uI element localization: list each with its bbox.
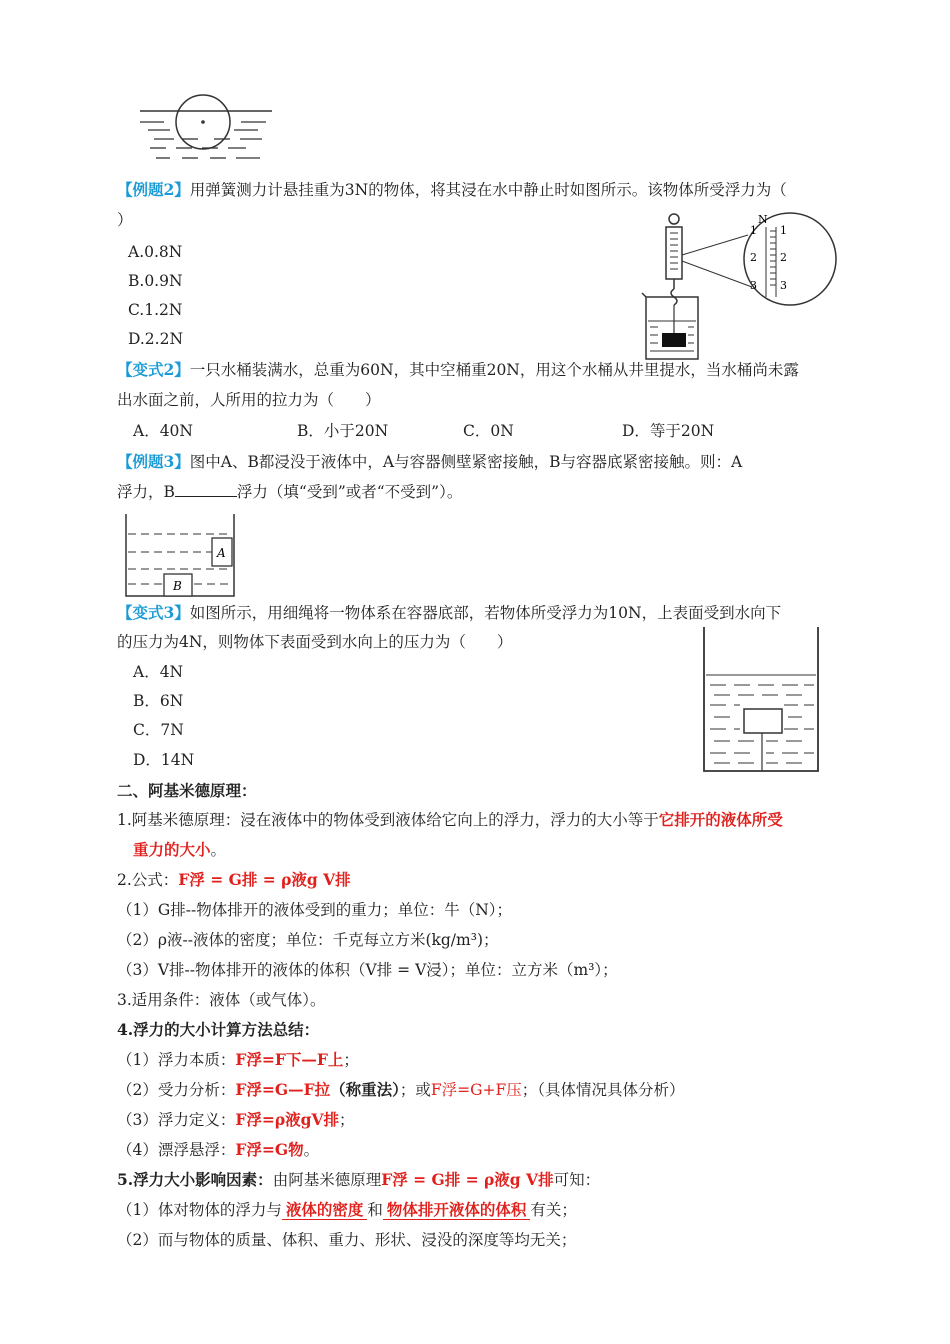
variant-3-option-a[interactable]: A．4N [133, 663, 184, 681]
block-b-label: B [173, 579, 182, 593]
method-3 [117, 1110, 355, 1130]
tied-block-figure [700, 625, 822, 775]
example-2-option-a[interactable]: A.0.8N [128, 243, 183, 261]
factor-1-volume: 物体排开液体的体积 [383, 1200, 531, 1220]
method-3-formula: F浮=ρ液gV排 [235, 1110, 340, 1129]
variant-3-tag: 【变式3】 [117, 603, 190, 622]
method-4-formula: F浮=G物 [235, 1140, 304, 1159]
scale-label-3: 3 [750, 279, 757, 292]
example-2-option-b[interactable]: B.0.9N [128, 272, 183, 290]
factor-1-end: 有关； [530, 1201, 577, 1219]
example-3-line1: 图中A、B都浸没于液体中，A与容器侧壁紧密接触，B与容器底紧密接触。则：A [189, 453, 743, 471]
scale-label-1: 1 [750, 224, 757, 237]
principle-highlight-2: 重力的大小 [133, 840, 211, 859]
principle-line1 [117, 810, 783, 830]
spring-scale-figure [640, 205, 840, 365]
method-3-label: （3）浮力定义： [117, 1111, 236, 1129]
principle-line2 [133, 840, 226, 860]
variant-2-option-b[interactable]: B．小于20N [297, 422, 389, 440]
method-2-note: ；（具体情况具体分析） [521, 1081, 685, 1099]
principle-end: 。 [210, 841, 227, 859]
method-1-formula: F浮=F下—F上 [235, 1050, 344, 1069]
floating-ball-figure [136, 92, 276, 164]
factor-1 [117, 1200, 577, 1220]
variant-2-question [117, 360, 799, 380]
formula-item-2: （2）ρ液--液体的密度；单位：千克每立方米(kg/m³)； [117, 931, 499, 949]
formula-main: F浮 = G排 = ρ液g V排 [178, 870, 351, 889]
example-2-question [117, 180, 787, 200]
example-3-question [117, 452, 742, 472]
formula-item-1: （1）G排--物体排开的液体受到的重力；单位：牛（N）； [117, 901, 513, 919]
example-3-tag: 【例题3】 [117, 452, 190, 471]
example-3-line2b: 浮力（填“受到”或者“不受到”）。 [236, 483, 463, 501]
method-2-name: （称重法） [330, 1080, 400, 1099]
example-3-line2 [117, 482, 462, 502]
formula-item-3: （3）V排--物体排开的液体的体积（V排 = V浸）；单位：立方米（m³）； [117, 961, 618, 979]
variant-3-line2: 的压力为4N，则物体下表面受到水向上的压力为（ ） [117, 633, 513, 651]
scale-label-2-right: 2 [780, 251, 787, 264]
variant-3-option-d[interactable]: D．14N [133, 751, 195, 769]
method-2 [117, 1080, 685, 1100]
container-ab-figure [122, 512, 238, 598]
example-3-line2a: 浮力，B [117, 483, 175, 501]
method-2-alt-formula: F浮=G+F压 [430, 1081, 522, 1099]
principle-highlight-1: 它排开的液体所受 [658, 810, 783, 829]
applicable-conditions: 3.适用条件：液体（或气体）。 [117, 991, 326, 1009]
method-4 [117, 1140, 319, 1160]
method-1 [117, 1050, 359, 1070]
answer-blank-b[interactable] [175, 482, 237, 497]
scale-label-3-right: 3 [780, 279, 787, 292]
method-2-or: ；或 [399, 1081, 431, 1099]
method-2-formula: F浮=G—F拉 [235, 1080, 331, 1099]
factor-2: （2）而与物体的质量、体积、重力、形状、浸没的深度等均无关； [117, 1231, 577, 1249]
example-2-option-c[interactable]: C.1.2N [128, 301, 183, 319]
factor-1-density: 液体的密度 [282, 1200, 368, 1220]
calc-methods-heading: 4.浮力的大小计算方法总结： [117, 1020, 320, 1039]
section-2-heading: 二、阿基米德原理： [117, 781, 257, 800]
method-2-label: （2）受力分析： [117, 1081, 236, 1099]
scale-unit-label: N [758, 213, 768, 226]
factors-intro: 由阿基米德原理 [272, 1171, 382, 1189]
principle-text: 1.阿基米德原理：浸在液体中的物体受到液体给它向上的浮力，浮力的大小等于 [117, 811, 659, 829]
variant-2-option-d[interactable]: D．等于20N [622, 422, 715, 440]
factors-title: 5.浮力大小影响因素： [117, 1170, 273, 1189]
factors-conclusion: 可知： [553, 1171, 601, 1189]
block-a-label: A [217, 546, 226, 560]
scale-label-2: 2 [750, 251, 757, 264]
factors-formula: F浮 = G排 = ρ液g V排 [381, 1170, 554, 1189]
variant-2-option-a[interactable]: A．40N [133, 422, 193, 440]
factor-1-and: 和 [367, 1201, 383, 1219]
method-1-label: （1）浮力本质： [117, 1051, 236, 1069]
variant-3-question [117, 603, 781, 623]
formula-line [117, 870, 351, 890]
formula-label: 2.公式： [117, 871, 179, 889]
variant-3-option-c[interactable]: C．7N [133, 721, 184, 739]
scale-label-1-right: 1 [780, 224, 787, 237]
example-2-text: 用弹簧测力计悬挂重为3N的物体，将其浸在水中静止时如图所示。该物体所受浮力为（ [189, 181, 787, 199]
variant-2-line2: 出水面之前，人所用的拉力为（ ） [117, 391, 381, 409]
method-1-end: ； [343, 1051, 359, 1069]
variant-3-option-b[interactable]: B．6N [133, 692, 184, 710]
example-2-close-paren: ） [117, 211, 133, 229]
example-2-tag: 【例题2】 [117, 180, 190, 199]
variant-2-line1: 一只水桶装满水，总重为60N，其中空桶重20N，用这个水桶从井里提水，当水桶尚未露 [189, 361, 799, 379]
variant-2-option-c[interactable]: C．0N [463, 422, 514, 440]
method-4-end: 。 [303, 1141, 320, 1159]
variant-3-line1: 如图所示，用细绳将一物体系在容器底部，若物体所受浮力为10N，上表面受到水向下 [189, 604, 782, 622]
variant-2-tag: 【变式2】 [117, 360, 190, 379]
factor-1-start: （1）体对物体的浮力与 [117, 1201, 282, 1219]
method-3-end: ； [339, 1111, 355, 1129]
factors-heading [117, 1170, 600, 1190]
method-4-label: （4）漂浮悬浮： [117, 1141, 236, 1159]
example-2-option-d[interactable]: D.2.2N [128, 330, 184, 348]
